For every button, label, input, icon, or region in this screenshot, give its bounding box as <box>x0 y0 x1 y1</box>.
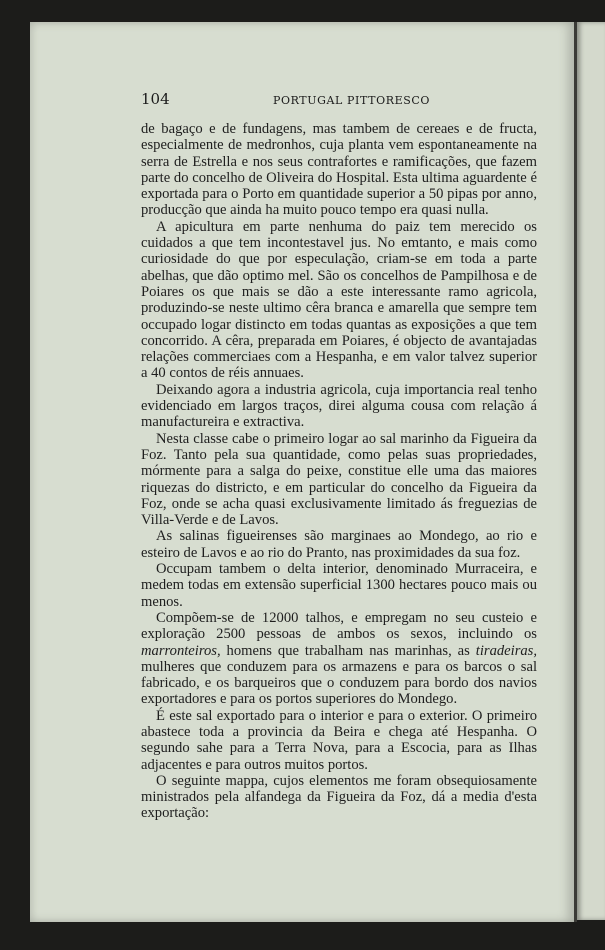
paragraph <box>141 708 537 773</box>
page-number: 104 <box>141 90 170 108</box>
text-run: Compõem-se de 12000 talhos, e empregam no seu custeio e exploração 2500 pessoas de ambos os sexos, incluindo os <box>141 609 537 643</box>
text-run: Nesta classe cabe o primeiro logar ao sal marinho da Figueira da Foz. Tanto pela sua quantidade, como pelas suas propriedades, mórmente para a salga do peixe, constitue elle uma das maiores riquezas do districto, e em particular do concelho da Figueira da Foz, onde se acha quasi exclusivamente limitado ás freguezias de Villa-Verde e de Lavos. <box>141 430 537 529</box>
body-text <box>141 121 537 822</box>
text-run: As salinas figueirenses são marginaes ao Mondego, ao rio e esteiro de Lavos e ao rio do Pranto, nas proximidades da sua foz. <box>141 528 537 561</box>
running-title: PORTUGAL PITTORESCO <box>273 94 430 107</box>
italic-term: tiradeiras, <box>475 642 537 659</box>
text-run: O seguinte mappa, cujos elementos me foram obsequiosamente ministrados pela alfandega da Figueira da Foz, dá a media d'esta exportação: <box>141 772 537 822</box>
page-header <box>141 90 541 110</box>
paragraph <box>141 561 537 610</box>
paragraph <box>141 431 537 529</box>
paragraph <box>141 219 537 382</box>
paragraph <box>141 528 537 561</box>
facing-page-edge <box>577 22 605 920</box>
text-run: Deixando agora a industria agricola, cuja importancia real tenho evidenciado em largos traços, direi alguma cousa com relação á manufactureira e extractiva. <box>141 381 537 431</box>
paragraph <box>141 773 537 822</box>
text-run: Occupam tambem o delta interior, denominado Murraceira, e medem todas em extensão superficial 1300 hectares pouco mais ou menos. <box>141 561 537 610</box>
paragraph <box>141 610 537 708</box>
italic-term: marronteiros, <box>141 642 221 659</box>
paragraph <box>141 121 537 219</box>
text-run: homens que trabalham nas marinhas, as <box>220 642 476 659</box>
text-run: de bagaço e de fundagens, mas tambem de cereaes e de fructa, especialmente de medronhos, cuja planta vem espontaneamente na serra de Estrella e nos seus contrafortes e ramificações, que fazem parte do concelho de Oliveira do Hospital. Esta ultima aguardente é exportada para o Porto em quantidade superior a 50 pipas por anno, producção que ainda ha muito pouco tempo era quasi nulla. <box>141 121 537 219</box>
paragraph <box>141 382 537 431</box>
text-run: A apicultura em parte nenhuma do paiz tem merecido os cuidados a que tem incontestavel jus. No emtanto, e mais como curiosidade do que por especulação, criam-se em toda a parte abelhas, que dão optimo mel. São os concelhos de Pampilhosa e de Poiares os que mais se dão a este interessante ramo agricola, produzindo-se neste ultimo cêra branca e amarella que sempre tem occupado logar distincto em todas quantas as exposições a que tem concorrido. A cêra, preparada em Poiares, é objecto de avantajadas relações commerciaes com a Hespanha, e em valor talvez superior a 40 contos de réis annuaes. <box>141 218 537 382</box>
text-run: É este sal exportado para o interior e para o exterior. O primeiro abastece toda a provincia da Beira e chega até Hespanha. O segundo sahe para a Terra Nova, para a Escocia, para as Ilhas adjacentes e para outros muitos portos. <box>141 707 537 773</box>
text-run: mulheres que conduzem para os armazens e para os barcos o sal fabricado, e os barqueiros que o conduzem para bordo dos navios exportadores e para os portos superiores do Mondego. <box>141 658 537 708</box>
